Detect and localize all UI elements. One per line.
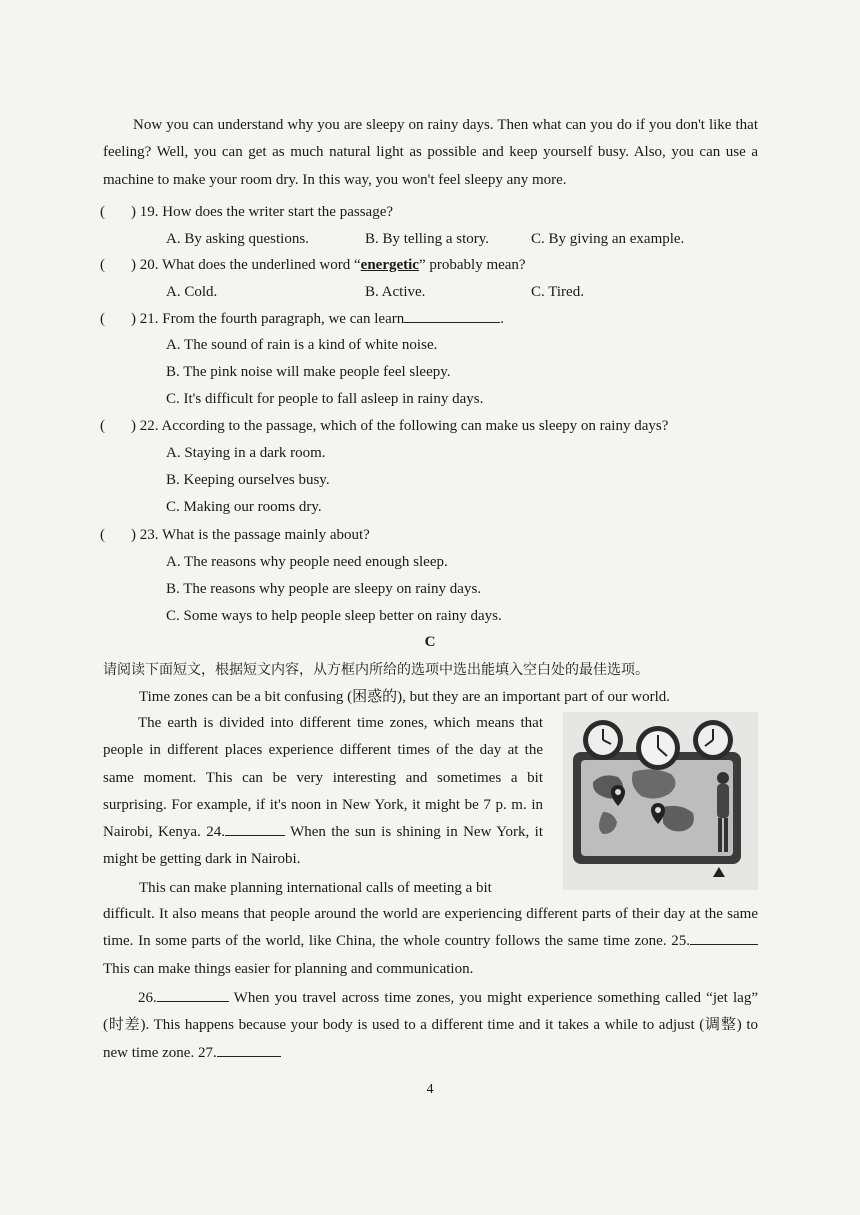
question-text: 20. What does the underlined word “ xyxy=(139,257,361,273)
question-text: 23. What is the passage mainly about? xyxy=(139,527,370,543)
world-map-clocks-icon xyxy=(563,712,758,890)
question-text: 22. According to the passage, which of the following can make us sleepy on rainy days? xyxy=(139,418,669,434)
p3-text-a: difficult. It also means that people around the world are experiencing different parts of their day at the same time. In some parts of the world, like China, the whole country follows the same time zone. 25. xyxy=(103,906,758,950)
q21-option-a: A. The sound of rain is a kind of white noise. xyxy=(166,337,438,353)
blank-25[interactable] xyxy=(690,930,758,945)
q20-option-c: C. Tired. xyxy=(531,284,584,300)
p2-text-a: The earth is divided into different time zones, which means that people in different places experience different times of the day at the same moment. This can be very interesting and sometimes a bit surprising. For example, if it's noon in New York, it might be 7 p. m. in Nairobi, Kenya. 24. xyxy=(103,715,543,841)
blank-26[interactable] xyxy=(157,987,229,1002)
question-23 xyxy=(100,525,370,545)
section-c-p2 xyxy=(103,710,543,874)
section-c-p1: Time zones can be a bit confusing (困惑的), but they are an important part of our world. xyxy=(139,689,670,705)
question-21 xyxy=(100,308,504,329)
q22-option-a: A. Staying in a dark room. xyxy=(166,445,326,461)
answer-paren-open[interactable]: ( xyxy=(100,257,105,273)
section-c-p3 xyxy=(103,901,758,983)
answer-paren-open[interactable]: ( xyxy=(100,527,105,543)
underlined-word: energetic xyxy=(360,257,419,273)
q23-option-b: B. The reasons why people are sleepy on rainy days. xyxy=(166,581,482,597)
answer-paren-close: ) xyxy=(131,527,136,543)
question-text: 19. How does the writer start the passage? xyxy=(139,204,394,220)
p2-text-b: When the sun is shining in New York, it might be getting dark in Nairobi. xyxy=(103,824,544,868)
p4-text-a: 26. xyxy=(138,990,157,1006)
q21-option-b: B. The pink noise will make people feel sleepy. xyxy=(166,364,451,380)
p4-text-b: When you travel across time zones, you might experience something called “jet lag” (时差). This happens because your body is used to a different time and it takes a while to adjust (调整) to new time zone. 27. xyxy=(103,990,758,1061)
q20-option-b: B. Active. xyxy=(365,284,426,300)
answer-paren-open[interactable]: ( xyxy=(100,418,105,434)
end-punct: . xyxy=(500,311,504,327)
q19-option-c: C. By giving an example. xyxy=(531,231,685,247)
q22-option-b: B. Keeping ourselves busy. xyxy=(166,472,330,488)
answer-paren-close: ) xyxy=(131,418,136,434)
question-text: 21. From the fourth paragraph, we can learn xyxy=(139,311,405,327)
q20-option-a: A. Cold. xyxy=(166,284,218,300)
p3-text-b: This can make things easier for planning and communication. xyxy=(103,960,474,977)
section-heading: C xyxy=(424,634,436,650)
answer-paren-close: ) xyxy=(131,311,136,327)
q21-option-c: C. It's difficult for people to fall asleep in rainy days. xyxy=(166,391,484,407)
page-number: 4 xyxy=(426,1082,434,1097)
question-22 xyxy=(100,416,668,436)
q23-option-c: C. Some ways to help people sleep better on rainy days. xyxy=(166,608,502,624)
blank-24[interactable] xyxy=(225,821,285,836)
blank-27[interactable] xyxy=(217,1042,281,1057)
fill-blank[interactable] xyxy=(404,308,500,323)
answer-paren-open[interactable]: ( xyxy=(100,204,105,220)
answer-paren-open[interactable]: ( xyxy=(100,311,105,327)
q22-option-c: C. Making our rooms dry. xyxy=(166,499,322,515)
q19-option-b: B. By telling a story. xyxy=(365,231,490,247)
question-20 xyxy=(100,255,526,275)
question-text-end: ” probably mean? xyxy=(418,257,526,273)
intro-paragraph-text: Now you can understand why you are sleepy on rainy days. Then what can you do if you don't like that feeling? Well, you can get as much natural light as possible and keep yourself busy. Also, you can use a machine to make your room dry. In this way, you won't feel sleepy any more. xyxy=(103,117,758,188)
q23-option-a: A. The reasons why people need enough sleep. xyxy=(166,554,448,570)
section-c-p3-first: This can make planning international calls of meeting a bit xyxy=(139,880,492,896)
intro-paragraph xyxy=(103,112,758,194)
section-c-p4 xyxy=(103,985,758,1067)
answer-paren-close: ) xyxy=(131,257,136,273)
q19-option-a: A. By asking questions. xyxy=(166,231,309,247)
section-instruction: 请阅读下面短文，根据短文内容，从方框内所给的选项中选出能填入空白处的最佳选项。 xyxy=(103,662,649,678)
question-19 xyxy=(100,202,393,222)
answer-paren-close: ) xyxy=(131,204,136,220)
